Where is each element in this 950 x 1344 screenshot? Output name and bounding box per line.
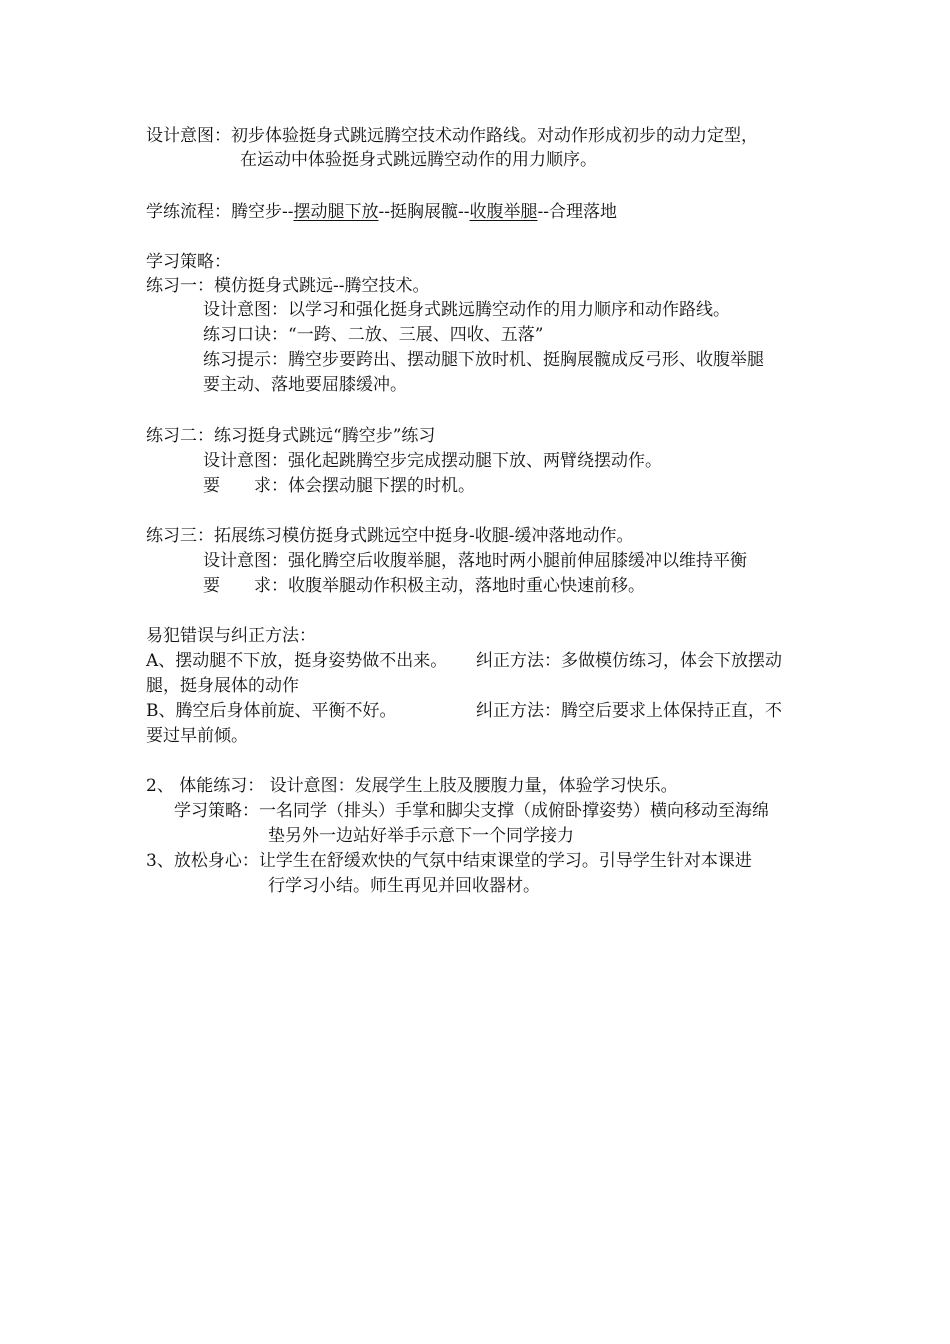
- practice1-tip-line1: 练习提示：腾空步要跨出、摆动腿下放时机、挺胸展髋成反弓形、收腹举腿: [203, 350, 764, 370]
- fitness-practice-line1: 2、 体能练习： 设计意图：发展学生上肢及腰腹力量，体验学习快乐。: [146, 776, 678, 796]
- strategy-heading: 学习策略：: [146, 252, 231, 272]
- error-a-cont: 腿，挺身展体的动作: [146, 676, 299, 696]
- error-b: B、腾空后身体前旋、平衡不好。: [146, 701, 397, 721]
- practice1-tip-line2: 要主动、落地要屈膝缓冲。: [203, 375, 407, 395]
- flow-suffix: --合理落地: [537, 202, 617, 222]
- design-intent-line2: 在运动中体验挺身式跳远腾空动作的用力顺序。: [240, 150, 597, 170]
- error-b-cont: 要过早前倾。: [146, 726, 248, 746]
- flow-step-tuck: 收腹举腿: [469, 202, 538, 222]
- errors-heading: 易犯错误与纠正方法：: [146, 626, 316, 646]
- error-a: A、摆动腿不下放，挺身姿势做不出来。: [146, 651, 448, 671]
- practice3-title: 练习三：拓展练习模仿挺身式跳远空中挺身-收腿-缓冲落地动作。: [146, 526, 634, 546]
- relax-line1: 3、放松身心：让学生在舒缓欢快的气氛中结束课堂的学习。引导学生针对本课进: [146, 851, 752, 871]
- practice1-design: 设计意图：以学习和强化挺身式跳远腾空动作的用力顺序和动作路线。: [203, 300, 730, 320]
- flow-middle: --挺胸展髋--: [378, 202, 470, 222]
- practice3-requirement: 要 求：收腹举腿动作积极主动，落地时重心快速前移。: [203, 576, 645, 596]
- flow-step-leg-down: 摆动腿下放: [293, 202, 379, 222]
- relax-line2: 行学习小结。师生再见并回收器材。: [268, 876, 540, 896]
- practice1-verse: 练习口诀：“一跨、二放、三展、四收、五落”: [203, 325, 544, 345]
- design-intent-line1: 设计意图：初步体验挺身式跳远腾空技术动作路线。对动作形成初步的动力定型，: [146, 126, 758, 146]
- practice1-title: 练习一：模仿挺身式跳远--腾空技术。: [146, 276, 430, 296]
- error-a-fix: 纠正方法：多做模仿练习，体会下放摆动: [476, 651, 782, 671]
- fitness-strategy-line2: 垫另外一边站好举手示意下一个同学接力: [268, 826, 574, 846]
- error-b-fix: 纠正方法：腾空后要求上体保持正直，不: [476, 701, 782, 721]
- practice-flow: [146, 200, 617, 224]
- flow-prefix: 学练流程：腾空步--: [146, 202, 294, 222]
- fitness-strategy-line1: 学习策略：一名同学（排头）手掌和脚尖支撑（成俯卧撑姿势）横向移动至海绵: [174, 801, 769, 821]
- practice2-design: 设计意图：强化起跳腾空步完成摆动腿下放、两臂绕摆动作。: [203, 451, 662, 471]
- practice3-design: 设计意图：强化腾空后收腹举腿，落地时两小腿前伸屈膝缓冲以维持平衡: [203, 551, 747, 571]
- practice2-title: 练习二：练习挺身式跳远“腾空步”练习: [146, 426, 436, 446]
- practice2-requirement: 要 求：体会摆动腿下摆的时机。: [203, 476, 475, 496]
